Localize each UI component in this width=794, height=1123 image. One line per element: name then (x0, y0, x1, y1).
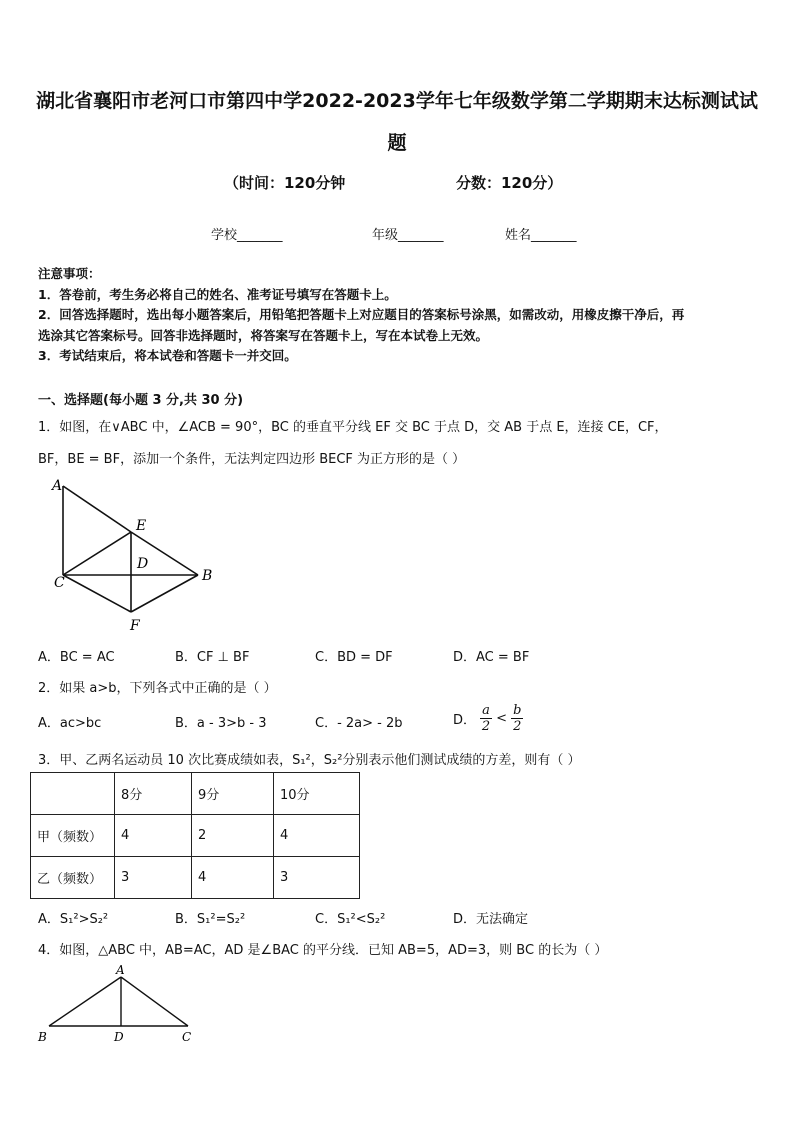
q3-option-a: A．S₁²>S₂² (38, 912, 109, 927)
q4-figure (32, 960, 202, 1050)
q2-fraction-a (480, 703, 492, 734)
table-cell: 9分 (192, 773, 274, 815)
q2-frac-a-num: a (482, 703, 490, 718)
q4-label-a: A (116, 963, 125, 977)
q1-label-f: F (130, 618, 140, 634)
grade-field: 年级_______ (372, 228, 444, 243)
table-cell: 4 (192, 857, 274, 899)
note-1: 1．答卷前，考生务必将自己的姓名、准考证号填写在答题卡上。 (38, 286, 397, 302)
school-field: 学校_______ (211, 228, 283, 243)
q2-stem: 2．如果 a>b，下列各式中正确的是（ ） (38, 681, 277, 696)
q1-label-c: C (54, 575, 65, 591)
table-cell: 乙（频数） (31, 857, 115, 899)
notes-block (38, 264, 768, 367)
q2-less-than: < (496, 711, 507, 726)
table-cell: 8分 (115, 773, 192, 815)
table-cell: 4 (274, 815, 360, 857)
table-row (31, 857, 360, 899)
q3-stem: 3．甲、乙两名运动员 10 次比赛成绩如表，S₁²，S₂²分别表示他们测试成绩的方差，则有（ ） (38, 753, 581, 768)
exam-title-line2: 题 (387, 132, 407, 154)
q1-label-b: B (202, 568, 213, 584)
q1-stem-line2: BF，BE = BF，添加一个条件，无法判定四边形 BECF 为正方形的是（ ） (38, 452, 466, 467)
q1-label-a: A (52, 478, 63, 494)
q4-label-c: C (182, 1030, 192, 1044)
table-cell: 10分 (274, 773, 360, 815)
exam-time: （时间：120分钟 (224, 174, 346, 192)
q2-frac-b-num: b (513, 703, 522, 718)
table-header-row (31, 773, 360, 815)
table-cell: 3 (274, 857, 360, 899)
q1-option-b: B．CF ⊥ BF (175, 650, 250, 665)
q1-option-c: C．BD = DF (315, 650, 393, 665)
name-field: 姓名_______ (505, 228, 577, 243)
q2-option-c: C．- 2a> - 2b (315, 716, 403, 731)
q4-label-b: B (38, 1030, 47, 1044)
table-cell: 2 (192, 815, 274, 857)
q1-option-a: A．BC = AC (38, 650, 115, 665)
exam-score: 分数：120分） (456, 174, 563, 192)
q2-option-d (453, 703, 523, 734)
table-cell: 3 (115, 857, 192, 899)
q3-option-d: D．无法确定 (453, 912, 529, 927)
q2-option-a: A．ac>bc (38, 716, 102, 731)
q4-stem: 4．如图，△ABC 中，AB=AC，AD 是∠BAC 的平分线．已知 AB=5，AD=3，则 BC 的长为（ ） (38, 943, 608, 958)
table-row (31, 815, 360, 857)
q2-fraction-b (511, 703, 523, 734)
q2-frac-b-den: 2 (513, 719, 522, 734)
q3-score-table (30, 772, 360, 899)
q1-figure (40, 472, 230, 637)
note-2b: 选涂其它答案标号。回答非选择题时，将答案写在答题卡上，写在本试卷上无效。 (38, 327, 489, 343)
note-3: 3．考试结束后，将本试卷和答题卡一并交回。 (38, 348, 297, 363)
q3-option-c: C．S₁²<S₂² (315, 912, 386, 927)
q2-frac-a-den: 2 (481, 719, 491, 734)
note-2a: 2．回答选择题时，选出每小题答案后，用铅笔把答题卡上对应题目的答案标号涂黑，如需改动，用橡皮擦干净后，再 (38, 307, 685, 322)
section-heading: 一、选择题(每小题 3 分,共 30 分) (38, 393, 244, 408)
q1-label-d: D (137, 556, 149, 572)
exam-title-line1: 湖北省襄阳市老河口市第四中学2022-2023学年七年级数学第二学期期末达标测试试 (36, 90, 758, 112)
q4-label-d: D (114, 1030, 124, 1044)
q1-option-d: D．AC = BF (453, 650, 530, 665)
q2-option-d-label: D． (453, 713, 477, 728)
q1-label-e: E (136, 518, 147, 534)
table-cell (31, 773, 115, 815)
table-cell: 4 (115, 815, 192, 857)
q1-stem-line1: 1．如图，在∨ABC 中，∠ACB = 90°，BC 的垂直平分线 EF 交 BC 于点 D，交 AB 于点 E，连接 CE，CF， (38, 420, 668, 435)
notes-heading: 注意事项： (38, 266, 101, 281)
q2-option-b: B．a - 3>b - 3 (175, 716, 267, 731)
table-cell: 甲（频数） (31, 815, 115, 857)
q3-option-b: B．S₁²=S₂² (175, 912, 246, 927)
